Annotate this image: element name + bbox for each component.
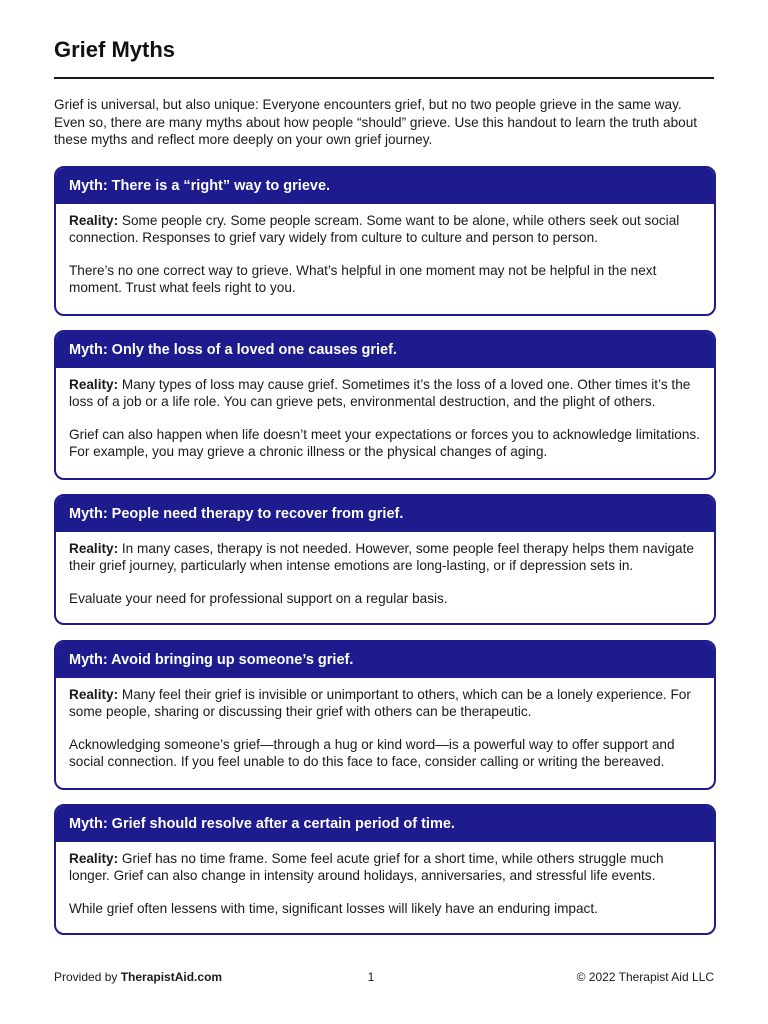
- reality-paragraph: [69, 212, 701, 247]
- myth-heading: Myth: Grief should resolve after a certain period of time.: [56, 806, 714, 842]
- myth-card-2: [54, 330, 716, 480]
- myth-body: [56, 368, 714, 460]
- note-paragraph: There’s no one correct way to grieve. What’s helpful in one moment may not be helpful in the next moment. Trust what feels right to you.: [69, 262, 657, 295]
- myth-card-3: [54, 494, 716, 625]
- reality-label: Reality:: [69, 541, 119, 556]
- reality-paragraph: [69, 376, 701, 411]
- reality-paragraph: [69, 850, 701, 885]
- provided-by-text: Provided by: [54, 970, 118, 984]
- note-paragraph: While grief often lessens with time, significant losses will likely have an enduring impact.: [69, 900, 598, 916]
- reality-paragraph: [69, 686, 701, 721]
- reality-text: Some people cry. Some people scream. Some want to be alone, while others seek out social connection. Responses to grief vary widely from culture to culture and person to person.: [69, 213, 680, 246]
- reality-text: Grief has no time frame. Some feel acute grief for a short time, while others struggle much longer. Grief can also change in intensity around holidays, anniversaries, and stressful life events.: [69, 851, 664, 884]
- reality-text: In many cases, therapy is not needed. However, some people feel therapy helps them navigate their grief journey, particularly when intense emotions are long-lasting, or if depression sets in.: [69, 541, 694, 574]
- myth-heading: Myth: There is a “right” way to grieve.: [56, 168, 714, 204]
- myth-card-5: [54, 804, 716, 935]
- myth-heading: Myth: Avoid bringing up someone’s grief.: [56, 642, 714, 678]
- myth-body: [56, 678, 714, 770]
- brand-link[interactable]: TherapistAid.com: [120, 970, 223, 984]
- note-paragraph: Acknowledging someone’s grief—through a hug or kind word—is a powerful way to offer support and social connection. If you feel unable to do this face to face, consider calling or writing the bereaved.: [69, 736, 675, 769]
- note-paragraph: Evaluate your need for professional support on a regular basis.: [69, 590, 448, 606]
- reality-label: Reality:: [69, 213, 119, 228]
- note-paragraph: Grief can also happen when life doesn’t meet your expectations or forces you to acknowledge limitations. For example, you may grieve a chronic illness or the physical changes of aging.: [69, 426, 700, 459]
- title-divider: [54, 77, 714, 79]
- myth-card-1: [54, 166, 716, 316]
- myth-body: [56, 204, 714, 296]
- intro-paragraph: Grief is universal, but also unique: Everyone encounters grief, but no two people grieve in the same way. Even so, there are many myths about how people “should” grieve. Use this handout to learn the truth about these myths and reflect more deeply on your own grief journey.: [54, 97, 698, 147]
- reality-text: Many types of loss may cause grief. Sometimes it’s the loss of a loved one. Other times it’s the loss of a job or a life role. You can grieve pets, environmental destruction, and the plight of others.: [69, 377, 691, 410]
- copyright-text: © 2022 Therapist Aid LLC: [576, 970, 714, 984]
- reality-label: Reality:: [69, 687, 119, 702]
- myth-body: [56, 532, 714, 607]
- myth-heading: Myth: Only the loss of a loved one causes grief.: [56, 332, 714, 368]
- reality-text: Many feel their grief is invisible or unimportant to others, which can be a lonely experience. For some people, sharing or discussing their grief with others can be therapeutic.: [69, 687, 691, 720]
- myth-heading: Myth: People need therapy to recover from grief.: [56, 496, 714, 532]
- page-number: 1: [367, 970, 375, 984]
- reality-paragraph: [69, 540, 701, 575]
- reality-label: Reality:: [69, 377, 119, 392]
- myth-body: [56, 842, 714, 917]
- myth-card-4: [54, 640, 716, 790]
- page-title: Grief Myths: [54, 37, 176, 62]
- reality-label: Reality:: [69, 851, 119, 866]
- footer-provided-by: [54, 970, 222, 984]
